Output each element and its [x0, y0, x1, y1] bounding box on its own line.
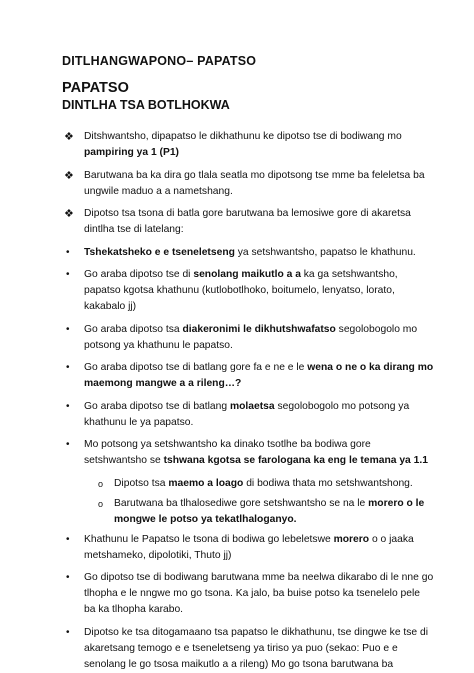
text: Go araba dipotso tse di batlang gore fa e ne e le [84, 362, 308, 373]
text: Dipotso ke tsa ditogamaano tsa papatso le dikhathunu, tse dingwe ke tse di akaretsang temogo e e tseneletseng ya tiriso ya puo (sekao: Puo e e senolang le go tsosa maikutlo a a rileng) Mo go tsona barutwana ba [84, 626, 429, 670]
list-item [62, 129, 434, 161]
text: segolobogolo mo potsong ya khathunu le papatso. [84, 323, 418, 351]
dot-bullet-icon: • [66, 626, 70, 638]
bold-text: morero [333, 533, 370, 545]
bold-text: maemo a loago [168, 477, 244, 489]
dot-bullet-icon: • [66, 269, 70, 280]
text: segolobogolo mo potsong ya khathunu le ya papatso. [84, 400, 410, 428]
bold-text: tshwana kgotsa se farologana ka eng le temana ya 1.1 [163, 455, 428, 466]
text: ka ga setshwantsho, papatso kgotsa khathunu (kutlobotlhoko, boitumelo, lenyatso, lorato, kakabalo jj) [84, 269, 398, 312]
bold-text: pampiring ya 1 (P1) [84, 147, 179, 158]
list-item [62, 570, 434, 618]
list-item [62, 267, 434, 315]
dot-bullet-icon: • [66, 246, 70, 258]
dot-bullet-icon: • [66, 323, 70, 335]
bold-text: senolang maikutlo a a [193, 269, 301, 280]
page-subtitle: DINTLHA TSA BOTLHOKWA [62, 98, 230, 112]
text: Ditshwantsho, dipapatso le dikhathunu ke dipotso tse di bodiwang mo [84, 131, 402, 142]
bullet-list [62, 129, 434, 673]
undefined: o [98, 498, 104, 509]
dot-bullet-icon: • [66, 362, 70, 373]
text: Mo potsong ya setshwantsho ka dinako tsotlhe ba bodiwa gore setshwantsho se [84, 439, 371, 466]
document-header: DITLHANGWAPONO– PAPATSO [62, 54, 257, 68]
page-title: PAPATSO [62, 80, 129, 96]
diamond-bullet-icon: ❖ [64, 169, 74, 182]
text: o o jaaka metshameko, dipolotiki, Thuto jj) [84, 533, 414, 561]
text: Barutwana ba ka dira go tlala seatla mo dipotsong tse mme ba feleletsa ba ungwile maduo a a nametshang. [84, 169, 425, 197]
bold-text: molaetsa [229, 400, 275, 412]
bold-text: wena o ne o ka dirang mo maemong mangwe a a rileng…? [84, 362, 434, 389]
sub-list-item [62, 496, 434, 528]
text: Go araba dipotso tse di [84, 269, 194, 280]
list-item [62, 206, 434, 238]
list-item [62, 360, 434, 392]
list-item [62, 532, 434, 564]
diamond-bullet-icon: ❖ [64, 131, 74, 143]
sub-list-item [62, 476, 434, 492]
list-item [62, 168, 434, 200]
dot-bullet-icon: • [66, 439, 70, 450]
list-item [62, 322, 434, 354]
dot-bullet-icon: • [66, 533, 70, 545]
list-item [62, 437, 434, 469]
text: Barutwana ba tlhalosediwe gore setshwantsho se na le [114, 497, 369, 509]
bold-text: morero o le mongwe le potso ya tekatlhaloganyo. [114, 497, 425, 525]
text: Dipotso tsa tsona di batla gore barutwana ba lemosiwe gore di akaretsa dintlha tse di latelang: [84, 208, 411, 235]
text: Go araba dipotso tsa [84, 323, 183, 335]
text: Go dipotso tse di bodiwang barutwana mme ba neelwa dikarabo di le nne go tlhopha e le nngwe mo go tsona. Ka jalo, ba buise potso ka tsenelelo pele ba ka tlhopha karabo. [84, 572, 434, 615]
dot-bullet-icon: • [66, 400, 70, 412]
bold-text: Tshekatsheko e e tseneletseng [84, 246, 235, 258]
text: Dipotso tsa [114, 477, 169, 489]
text: ya setshwantsho, papatso le khathunu. [234, 246, 416, 258]
list-item [62, 399, 434, 431]
text: di bodiwa thata mo setshwantshong. [243, 477, 413, 489]
diamond-bullet-icon: ❖ [64, 208, 74, 220]
dot-bullet-icon: • [66, 572, 70, 583]
list-item [62, 245, 434, 261]
text: Khathunu le Papatso le tsona di bodiwa go lebeletswe [84, 533, 334, 545]
bold-text: diakeronimi le dikhutshwafatso [182, 323, 336, 335]
undefined: o [98, 478, 104, 489]
text: Go araba dipotso tse di batlang [84, 400, 230, 412]
